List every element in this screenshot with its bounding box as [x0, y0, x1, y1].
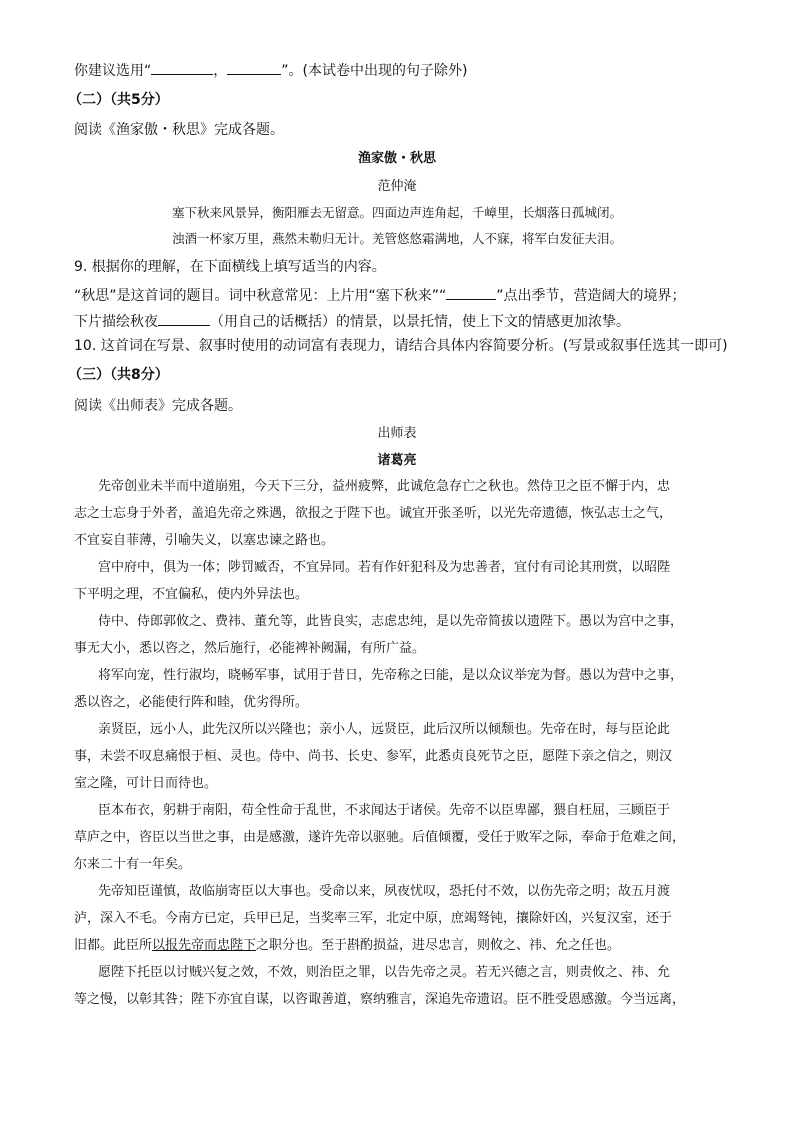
essay-line: 泸，深入不毛。今南方已定，兵甲已足，当奖率三军，北定中原，庶竭驽钝，攘除奸凶，兴复汉室，还于	[74, 911, 673, 926]
q8-blank-1[interactable]	[151, 60, 213, 75]
essay-line: 下平明之理，不宜偏私，使内外异法也。	[74, 587, 309, 602]
essay-line: 先帝创业未半而中道崩殂，今天下三分，益州疲弊，此诚危急存亡之秋也。然侍卫之臣不懈于内，忠	[98, 479, 671, 494]
essay-line: 将军向宠，性行淑均，晓畅军事，试用于昔日，先帝称之曰能，是以众议举宠为督。愚以为营中之事，	[98, 668, 684, 683]
q8-blank-2[interactable]	[227, 60, 281, 75]
essay-line: 事无大小，悉以咨之，然后施行，必能裨补阙漏，有所广益。	[74, 641, 426, 656]
essay-line	[74, 937, 620, 955]
essay-line: 事，未尝不叹息痛恨于桓、灵也。侍中、尚书、长史、参军，此悉贞良死节之臣，愿陛下亲之信之，则汉	[74, 749, 673, 764]
section3-instruction: 阅读《出师表》完成各题。	[74, 398, 242, 414]
q9-blank-1[interactable]	[446, 285, 496, 300]
q9-line2-before: “秋思”是这首词的题目。词中秋意常见：上片用“塞下秋来”“	[74, 288, 447, 304]
essay-line17-start: 旧都。此臣所	[74, 938, 153, 953]
underlined-phrase: 以报先帝而忠陛下	[152, 938, 257, 953]
q8-text-after: ”。(本试卷中出现的句子除外)	[281, 63, 468, 79]
section2-instruction: 阅读《渔家傲・秋思》完成各题。	[74, 122, 284, 138]
q9-line2-after: ”点出季节，营造阔大的境界；	[496, 288, 686, 304]
q9-blank-2[interactable]	[158, 311, 210, 326]
essay-line: 亲贤臣，远小人，此先汉所以兴隆也；亲小人，远贤臣，此后汉所以倾颓也。先帝在时，每与臣论此	[98, 722, 671, 737]
q8-tail-line	[74, 60, 467, 80]
essay-line: 草庐之中，咨臣以当世之事，由是感激，遂许先帝以驱驰。后值倾覆，受任于败军之际，奉命于危难之间，	[74, 830, 686, 845]
essay-line: 不宜妄自菲薄，引喻失义，以塞忠谏之路也。	[74, 533, 335, 548]
q9-line3-before: 下片描绘秋夜	[74, 314, 158, 330]
essay-line: 先帝知臣谨慎，故临崩寄臣以大事也。受命以来，夙夜忧叹，恐托付不效，以伤先帝之明；故五月渡	[98, 884, 671, 899]
essay-line: 愿陛下托臣以讨贼兴复之效，不效，则治臣之罪，以告先帝之灵。若无兴德之言，则责攸之、祎、允	[98, 965, 671, 980]
essay-line: 悉以咨之，必能使行阵和睦，优劣得所。	[74, 695, 309, 710]
section3-heading: （三）（共8分）	[68, 367, 169, 383]
q8-comma: ，	[213, 63, 228, 79]
essay-line: 志之士忘身于外者，盖追先帝之殊遇，欲报之于陛下也。诚宜开张圣听，以光先帝遗德，恢弘志士之气，	[74, 506, 673, 521]
essay-line17-end: 之职分也。至于斟酌损益，进尽忠言，则攸之、祎、允之任也。	[256, 938, 621, 953]
essay-title: 出师表	[377, 426, 417, 441]
q9-prompt: 9. 根据你的理解，在下面横线上填写适当的内容。	[74, 259, 386, 275]
essay-line: 室之隆，可计日而待也。	[74, 776, 218, 791]
poem-author: 范仲淹	[377, 179, 417, 194]
essay-line: 侍中、侍郎郭攸之、费祎、董允等，此皆良实，志虑忠纯，是以先帝简拔以遗陛下。愚以为宫中之事，	[98, 614, 684, 629]
essay-line: 等之慢，以彰其咎；陛下亦宜自谋，以咨诹善道，察纳雅言，深追先帝遗诏。臣不胜受恩感激。今当远离，	[74, 992, 686, 1007]
poem-line-1: 塞下秋来风景异，衡阳雁去无留意。四面边声连角起，千嶂里，长烟落日孤城闭。	[171, 205, 622, 220]
q9-line-2	[74, 285, 686, 305]
q10-prompt: 10. 这首词在写景、叙事时使用的动词富有表现力，请结合具体内容简要分析。(写景或叙事任选其一即可)	[74, 338, 728, 354]
essay-line: 臣本布衣，躬耕于南阳，苟全性命于乱世，不求闻达于诸侯。先帝不以臣卑鄙，猥自枉屈，三顾臣于	[98, 803, 671, 818]
essay-line: 尔来二十有一年矣。	[74, 857, 192, 872]
essay-author: 诸葛亮	[377, 453, 417, 468]
section2-heading: （二）（共5分）	[68, 92, 169, 108]
poem-line-2: 浊酒一杯家万里，燕然未勒归无计。羌管悠悠霜满地，人不寐，将军白发征夫泪。	[171, 231, 622, 246]
q9-line3-after: （用自己的话概括）的情景，以景托情，使上下文的情感更加浓挚。	[210, 314, 630, 330]
q9-line-3	[74, 311, 630, 331]
essay-line: 宫中府中，俱为一体；陟罚臧否，不宜异同。若有作奸犯科及为忠善者，宜付有司论其刑赏，以昭陛	[98, 560, 671, 575]
q8-text-before: 你建议选用“	[74, 63, 152, 79]
poem-title: 渔家傲・秋思	[357, 151, 436, 166]
